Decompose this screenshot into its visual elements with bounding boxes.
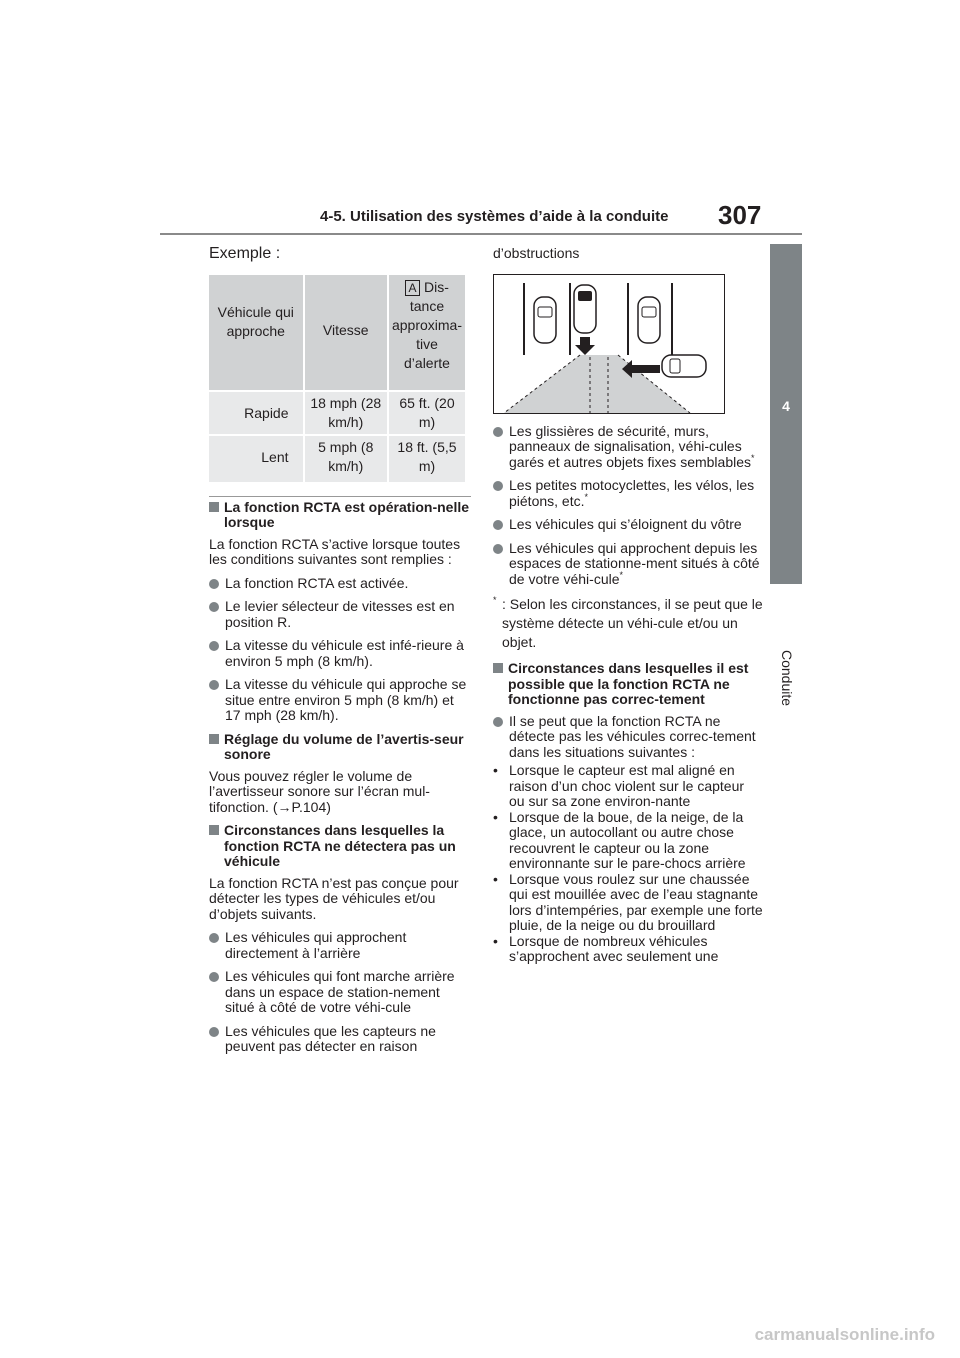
row-fast-speed: 18 mph (28 km/h): [304, 391, 388, 435]
list-item: La fonction RCTA est activée.: [209, 576, 471, 592]
chapter-tab[interactable]: [770, 244, 802, 584]
bullet-icon: [493, 520, 503, 530]
col-distance: [388, 275, 465, 391]
list-item: La vitesse du véhicule est infé-rieure à environ 5 mph (8 km/h).: [209, 638, 471, 669]
chapter-number: 4: [782, 398, 790, 414]
bullet-icon: [209, 579, 219, 589]
row-slow-speed: 5 mph (8 km/h): [304, 435, 388, 483]
paragraph: La fonction RCTA n’est pas conçue pour détecter les types de véhicules et/ou d’objets suivants.: [209, 874, 459, 922]
left-column: [209, 240, 471, 1063]
parked-car-left-icon: [534, 297, 556, 343]
parked-car-right-icon: [638, 297, 660, 343]
approaching-car-icon: [662, 355, 706, 377]
parking-diagram: [493, 274, 725, 414]
parking-diagram-svg: [494, 275, 724, 413]
list-item: Le levier sélecteur de vitesses est en position R.: [209, 599, 471, 630]
chapter-label-box: [766, 650, 806, 760]
bullet-icon: [493, 544, 503, 554]
row-slow-vehicle: Lent: [209, 435, 304, 483]
dash-item: • Lorsque de la boue, de la neige, de la glace, un autocollant ou autre chose recouvrent le capteur ou la zone environnante sur le pare-chocs arrière: [493, 808, 746, 871]
col-speed: Vitesse: [304, 275, 388, 391]
right-column: [493, 240, 763, 965]
row-fast-distance: 65 ft. (20 m): [388, 391, 465, 435]
dash-item: • Lorsque le capteur est mal aligné en raison d’un choc violent sur le capteur ou sur sa zone environ-nante: [493, 762, 745, 809]
continued-text: d’obstructions: [493, 245, 580, 261]
dash-item: • Lorsque de nombreux véhicules s’approchent avec seulement une: [493, 932, 719, 964]
paragraph[interactable]: Vous pouvez régler le volume de l’avertisseur sonore sur l’écran mul-tifonction. (→P.104): [209, 767, 430, 815]
bullet-icon: [209, 680, 219, 690]
row-fast-vehicle: Rapide: [209, 391, 304, 435]
list-item: Les véhicules qui approchent directement à l’arrière: [209, 930, 471, 961]
speed-table: [209, 275, 465, 484]
paragraph: La fonction RCTA s’active lorsque toutes les conditions suivantes sont remplies :: [209, 535, 461, 567]
list-item: Les véhicules que les capteurs ne peuvent pas détecter en raison: [209, 1024, 471, 1055]
divider: [209, 496, 471, 497]
list-item: Les véhicules qui approchent depuis les espaces de stationne-ment situés à côté de votre véhi-cule*: [493, 541, 763, 588]
chapter-label: Conduite: [779, 650, 795, 707]
watermark: carmanualsonline.info: [754, 1325, 935, 1344]
dash-item: • Lorsque vous roulez sur une chaussée qui est mouillée avec de l’eau stagnante lors d’intempéries, par exemple une forte pluie, de la neige ou du brouillard: [493, 870, 763, 933]
bullet-icon: [209, 1027, 219, 1037]
col-vehicle: Véhicule qui approche: [209, 275, 304, 391]
heading-volume: Réglage du volume de l’avertis-seur sonore: [209, 732, 471, 763]
list-item: Les petites motocyclettes, les vélos, les piétons, etc.*: [493, 478, 763, 509]
bullet-icon: [493, 717, 503, 727]
square-bullet-icon: [209, 825, 219, 835]
list-item: Les véhicules qui s’éloignent du vôtre: [493, 517, 763, 533]
header-rule: [160, 233, 802, 235]
heading-not-detect: Circonstances dans lesquelles la fonction RCTA ne détectera pas un véhicule: [209, 823, 471, 870]
square-bullet-icon: [493, 663, 503, 673]
heading-text: La fonction RCTA est opération-nelle lorsque: [224, 498, 470, 530]
list-item: La vitesse du véhicule qui approche se situe entre environ 5 mph (8 km/h) et 17 mph (28 km/h).: [209, 677, 471, 724]
bullet-icon: [209, 602, 219, 612]
arrow-down-icon: [575, 337, 595, 355]
heading-malfunction: Circonstances dans lesquelles il est possible que la fonction RCTA ne fonctionne pas correc-tement: [493, 661, 763, 708]
list-item: Les glissières de sécurité, murs, panneaux de signalisation, véhi-cules garés et autres objets fixes semblables*: [493, 424, 763, 471]
page-number: 307: [718, 200, 762, 230]
bullet-icon: [493, 481, 503, 491]
bullet-icon: [209, 641, 219, 651]
list-item: Il se peut que la fonction RCTA ne détecte pas les véhicules correc-tement dans les situations suivantes :: [493, 714, 763, 761]
square-bullet-icon: [209, 734, 219, 744]
example-label: Exemple :: [209, 245, 281, 262]
list-item: Les véhicules qui font marche arrière dans un espace de station-nement situé à côté de votre véhi-cule: [209, 969, 471, 1016]
marker-a: A: [405, 280, 420, 296]
square-bullet-icon: [209, 502, 219, 512]
section-title: 4-5. Utilisation des systèmes d’aide à la conduite: [320, 208, 669, 225]
bullet-icon: [493, 427, 503, 437]
bullet-icon: [209, 933, 219, 943]
own-car-icon: [574, 285, 596, 333]
col-distance-label: Dis-tance approxima-tive d’alerte: [391, 278, 462, 371]
heading-operational: [209, 500, 471, 531]
bullet-icon: [209, 972, 219, 982]
row-slow-distance: 18 ft. (5,5 m): [388, 435, 465, 483]
footnote: * : Selon les circonstances, il se peut que le système détecte un véhi-cule et/ou un objet.: [493, 595, 763, 650]
